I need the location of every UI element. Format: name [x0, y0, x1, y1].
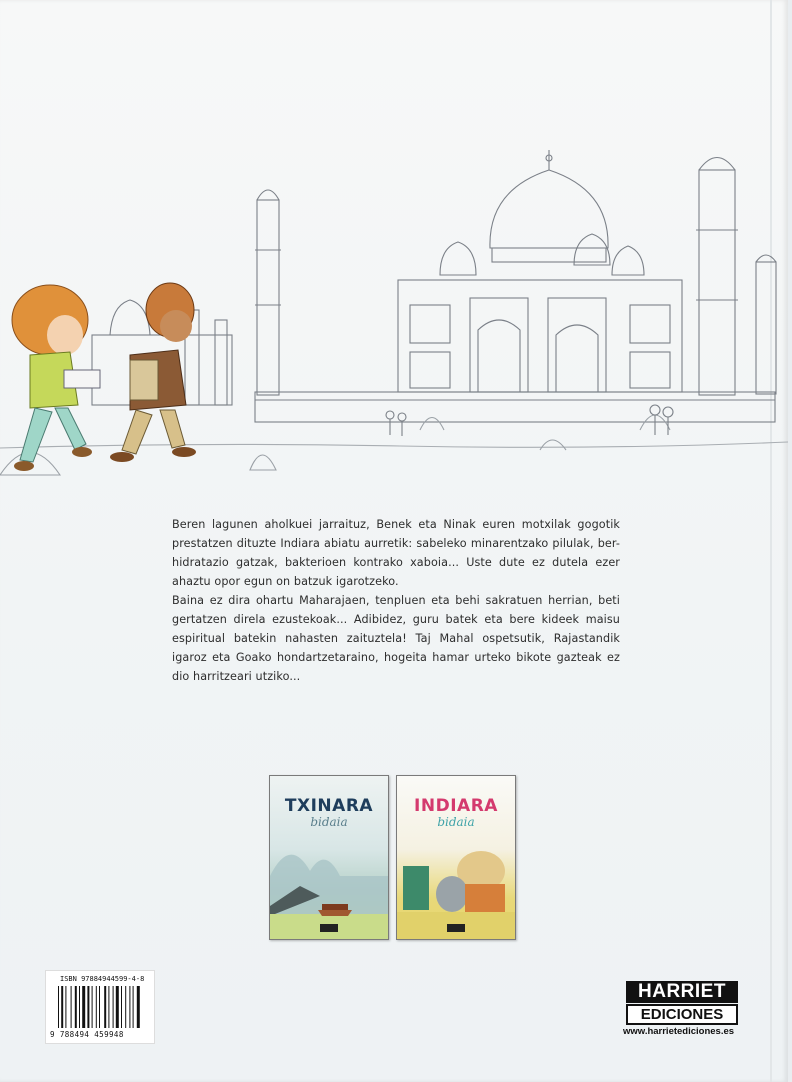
book-thumbnail-indiara[interactable] — [396, 775, 516, 940]
blurb-paragraph-1: Beren lagunen aholkuei jarraituz, Benek eta Ninak euren motxilak gogotik prestatzen dituzte Indiara abiatu aurretik: sabeleko minarentzako pilulak, ber-hidratazio gatzak, bakterioen kontrako xaboia... Uste dute ez dutela ezer ahaztu opor egun on batzuk igarotzeko. — [172, 518, 620, 588]
book-thumbnail-txinara[interactable] — [269, 775, 389, 940]
back-cover-blurb — [172, 515, 620, 686]
taj-mahal-sketch-icon — [0, 130, 788, 500]
publisher-mini-logo — [320, 924, 338, 932]
isbn-barcode — [45, 970, 155, 1044]
publisher-logo-line1: HARRIET — [626, 981, 738, 1003]
barcode-bars-icon — [58, 986, 144, 1028]
isbn-label: ISBN 97884944599-4-8 — [60, 975, 145, 983]
publisher-website[interactable]: www.harrietediciones.es — [623, 1026, 735, 1037]
book-title: TXINARA — [284, 796, 374, 816]
book-subtitle: bidaia — [310, 815, 348, 829]
publisher-mini-logo — [447, 924, 465, 932]
blurb-paragraph-2: Baina ez dira ohartu Maharajaen, tenpluen eta behi sakratuen herrian, beti gertatzen direla ezustekoak... Adibidez, guru batek eta bere kideek maisu espiritual batekin nahasten zaituztela! Taj Mahal ospetsutik, Rajastandik igaroz eta Goako hondartzetaraino, hogeita hamar urteko bikote gazteak ez dio harritzeari utziko... — [172, 594, 620, 683]
book-subtitle: bidaia — [437, 815, 475, 829]
travelers-illustration-icon — [12, 283, 196, 471]
book-title: INDIARA — [414, 796, 498, 816]
barcode-digits: 9 788494 459948 — [50, 1030, 124, 1039]
publisher-logo — [626, 981, 738, 1025]
publisher-logo-line2: EDICIONES — [626, 1004, 738, 1025]
